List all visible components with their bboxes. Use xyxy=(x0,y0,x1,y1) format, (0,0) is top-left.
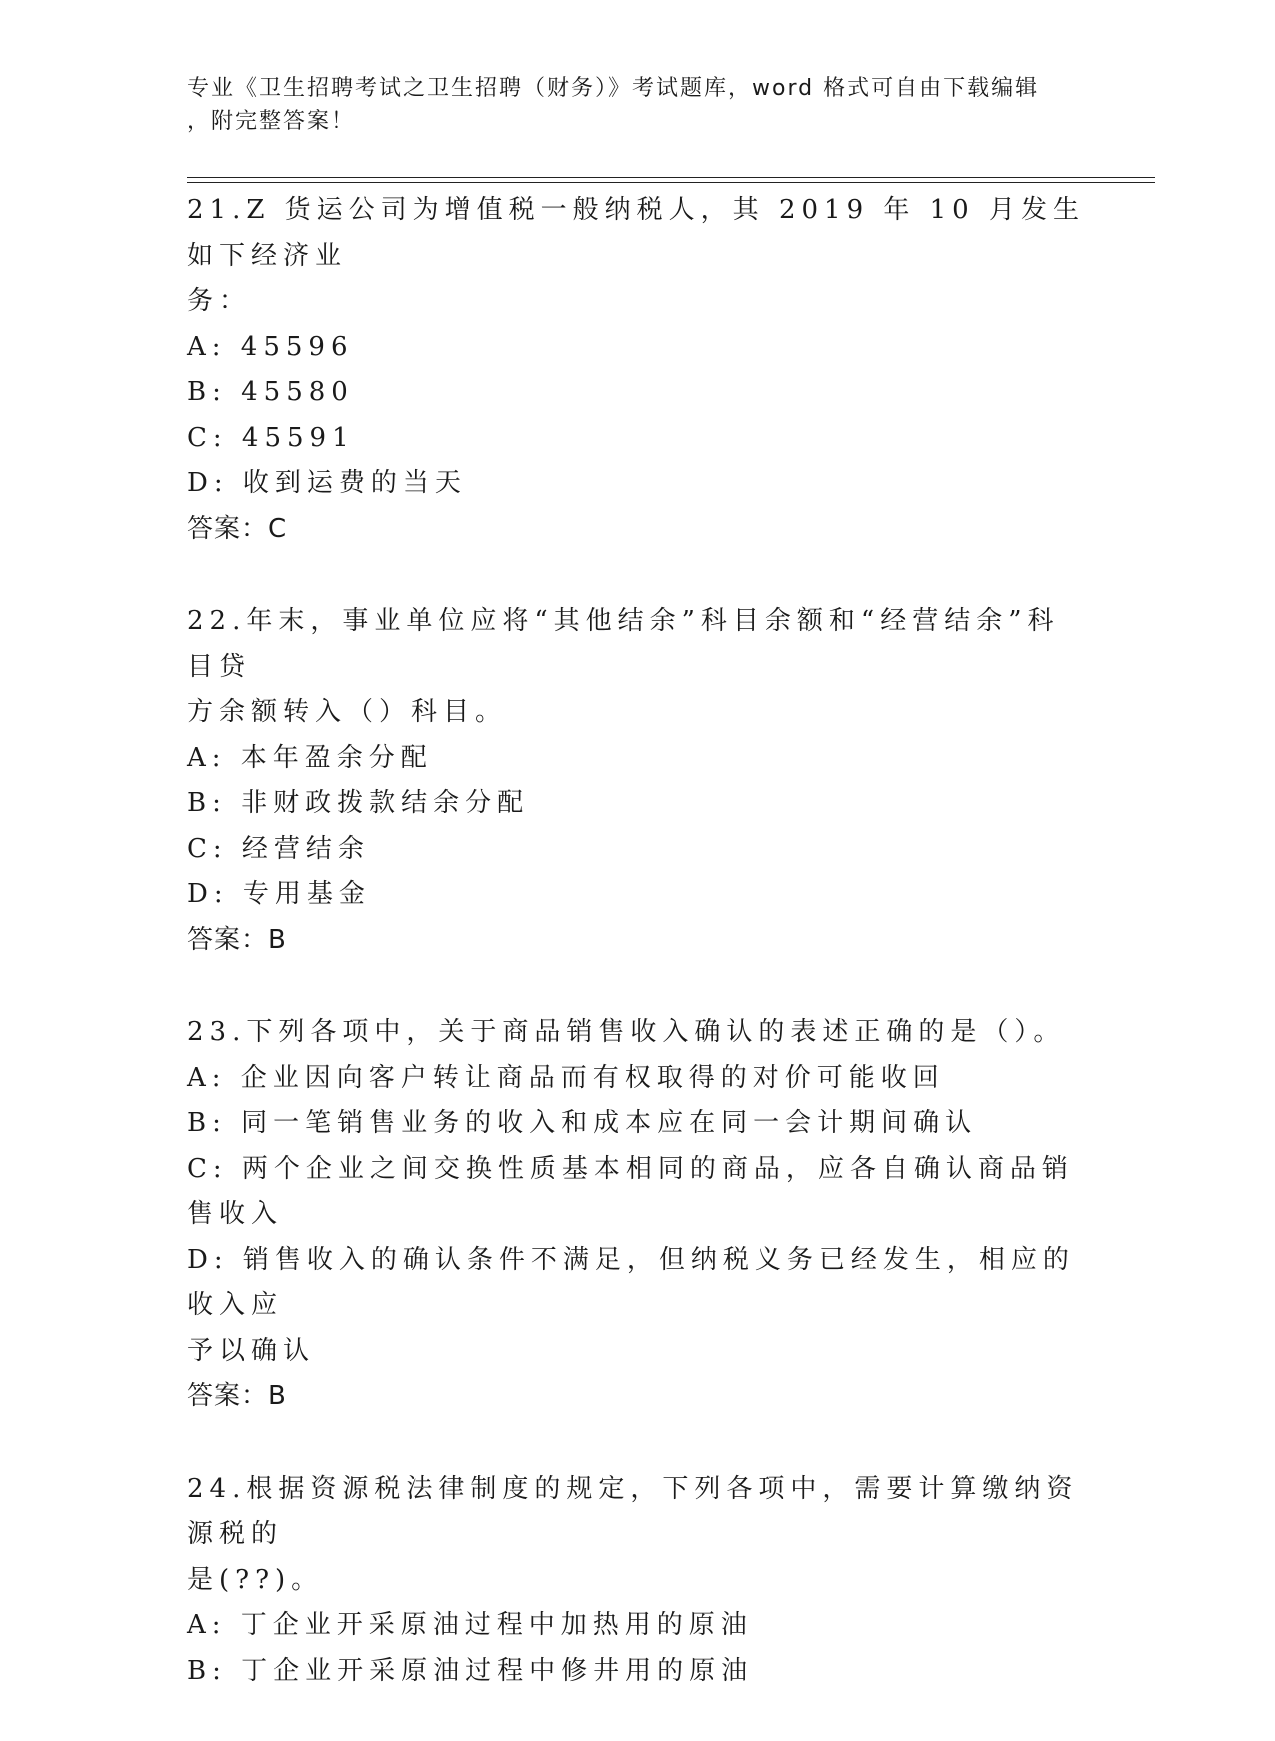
question-22 xyxy=(187,599,1087,963)
option-d-continued: 予以确认 xyxy=(187,1335,316,1366)
question-stem: 24.根据资源税法律制度的规定，下列各项中，需要计算缴纳资源税的 xyxy=(187,1473,1079,1549)
answer-text: 答案：B xyxy=(187,1381,287,1411)
question-stem-continued: 方余额转入（）科目。 xyxy=(187,697,508,727)
option-d: D: 专用基金 xyxy=(187,879,371,909)
header-divider-bottom xyxy=(187,182,1155,183)
question-list xyxy=(187,188,1087,1741)
option-d: D: 收到运费的当天 xyxy=(187,468,467,498)
question-23 xyxy=(187,1010,1087,1420)
option-a: A: 丁企业开采原油过程中加热用的原油 xyxy=(187,1610,753,1640)
answer-text: 答案：B xyxy=(187,924,287,955)
option-c: C: 45591 xyxy=(187,422,355,453)
option-d: D: 销售收入的确认条件不满足，但纳税义务已经发生，相应的收入应 xyxy=(187,1244,1075,1320)
header-line-2: ，附完整答案！ xyxy=(187,109,356,134)
question-stem-continued: 务： xyxy=(187,286,252,316)
document-header xyxy=(187,72,1067,138)
question-stem-continued: 是(??)。 xyxy=(187,1564,324,1595)
option-a: A: 企业因向客户转让商品而有权取得的对价可能收回 xyxy=(187,1062,945,1093)
answer-text: 答案：C xyxy=(187,513,288,544)
option-c: C: 两个企业之间交换性质基本相同的商品，应各自确认商品销售收入 xyxy=(187,1153,1074,1229)
option-c: C: 经营结余 xyxy=(187,833,370,864)
header-divider-top xyxy=(187,177,1155,178)
question-stem: 23.下列各项中，关于商品销售收入确认的表述正确的是（）。 xyxy=(187,1017,1066,1047)
option-a: A: 45596 xyxy=(187,331,354,362)
option-a: A: 本年盈余分配 xyxy=(187,742,433,773)
question-stem: 21.Z 货运公司为增值税一般纳税人，其 2019 年 10 月发生如下经济业 xyxy=(187,195,1085,271)
option-b: B: 45580 xyxy=(187,377,354,407)
question-21 xyxy=(187,188,1087,552)
option-b: B: 非财政拨款结余分配 xyxy=(187,788,530,818)
question-stem: 22.年末，事业单位应将“其他结余”科目余额和“经营结余”科目贷 xyxy=(187,606,1060,682)
header-line-1: 专业《卫生招聘考试之卫生招聘（财务）》考试题库，word 格式可自由下载编辑 xyxy=(187,76,1040,101)
option-b: B: 丁企业开采原油过程中修井用的原油 xyxy=(187,1655,754,1686)
option-b: B: 同一笔销售业务的收入和成本应在同一会计期间确认 xyxy=(187,1108,978,1138)
question-24 xyxy=(187,1467,1087,1695)
